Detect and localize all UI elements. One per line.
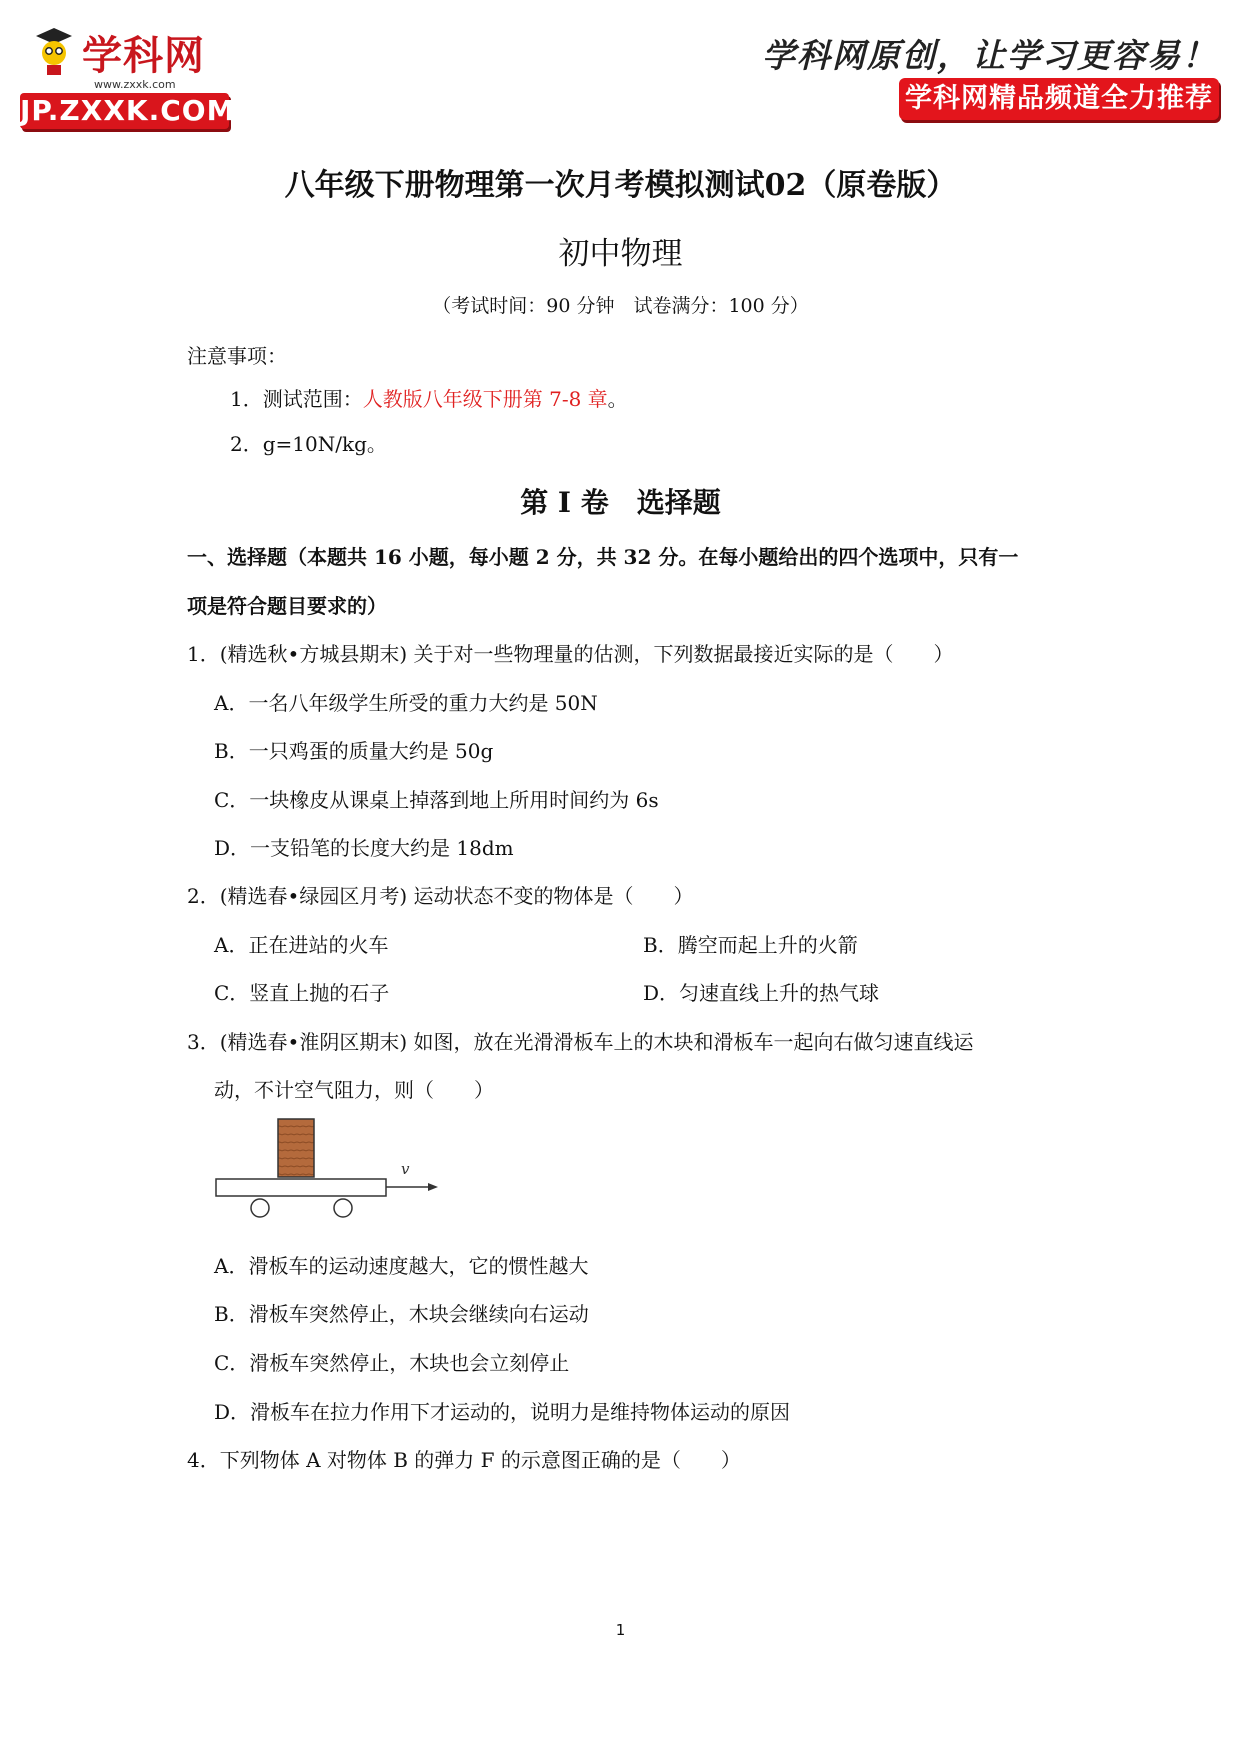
page-number: 1 xyxy=(615,1621,626,1639)
question-3-stem-line1: 3．(精选春•淮阴区期末) 如图，放在光滑滑板车上的木块和滑板车一起向右做匀速直线运 xyxy=(187,1030,974,1054)
subject-title: 初中物理 xyxy=(558,236,683,272)
logo-badge: JP.ZXXK.COM xyxy=(20,94,236,127)
slogan: 学科网原创，让学习更容易！ xyxy=(762,36,1217,75)
velocity-label: v xyxy=(401,1160,410,1178)
question-3-option-b: B．滑板车突然停止，木块会继续向右运动 xyxy=(214,1302,589,1326)
question-1-option-d: D．一支铅笔的长度大约是 18dm xyxy=(214,836,514,860)
notes-item-1 xyxy=(230,383,628,412)
notes-item-1-range: 人教版八年级下册第 7-8 章 xyxy=(362,387,608,411)
question-1-stem: 1．(精选秋•方城县期末) 关于对一些物理量的估测，下列数据最接近实际的是（ ） xyxy=(187,642,954,666)
wheel-right xyxy=(334,1199,352,1217)
question-1-option-c: C．一块橡皮从课桌上掉落到地上所用时间约为 6s xyxy=(214,788,659,812)
wheel-left xyxy=(251,1199,269,1217)
notes-item-1-prefix: 1．测试范围： xyxy=(230,387,363,411)
notes-item-1-suffix: 。 xyxy=(607,387,628,411)
question-2-option-a: A．正在进站的火车 xyxy=(214,933,389,957)
exam-info: （考试时间：90 分钟 试卷满分：100 分） xyxy=(432,295,809,317)
question-2-option-b: B．腾空而起上升的火箭 xyxy=(643,933,858,957)
wood-block xyxy=(278,1119,314,1177)
logo-text: 学科网 xyxy=(82,33,205,79)
skateboard-deck xyxy=(216,1179,386,1196)
question-2-option-c: C．竖直上抛的石子 xyxy=(214,981,390,1005)
question-1-option-a: A．一名八年级学生所受的重力大约是 50N xyxy=(214,691,598,715)
skateboard-figure xyxy=(210,1115,440,1230)
question-3-option-d: D．滑板车在拉力作用下才运动的，说明力是维持物体运动的原因 xyxy=(214,1400,791,1424)
section-title: 第 I 卷 选择题 xyxy=(520,486,721,519)
question-3-stem-line2: 动，不计空气阻力，则（ ） xyxy=(214,1078,494,1102)
recommend-badge: 学科网精品频道全力推荐 xyxy=(899,78,1219,120)
page-title: 八年级下册物理第一次月考模拟测试02（原卷版） xyxy=(284,168,957,203)
part-heading-line2: 项是符合题目要求的） xyxy=(187,594,387,618)
question-3-option-c: C．滑板车突然停止，木块也会立刻停止 xyxy=(214,1351,570,1375)
question-3-option-a: A．滑板车的运动速度越大，它的惯性越大 xyxy=(214,1254,589,1278)
part-heading-line1: 一、选择题（本题共 16 小题，每小题 2 分，共 32 分。在每小题给出的四个选项中，只有一 xyxy=(187,545,1019,569)
notes-heading: 注意事项： xyxy=(187,344,287,368)
zxxk-logo xyxy=(20,20,235,130)
question-2-option-d: D．匀速直线上升的热气球 xyxy=(643,981,880,1005)
question-2-stem: 2．(精选春•绿园区月考) 运动状态不变的物体是（ ） xyxy=(187,884,694,908)
graduate-mascot-icon xyxy=(32,26,76,78)
question-4-stem: 4．下列物体 A 对物体 B 的弹力 F 的示意图正确的是（ ） xyxy=(187,1448,741,1472)
notes-item-2: 2．g=10N/kg。 xyxy=(230,432,387,456)
velocity-arrowhead xyxy=(428,1183,438,1191)
logo-url: www.zxxk.com xyxy=(94,78,176,91)
question-1-option-b: B．一只鸡蛋的质量大约是 50g xyxy=(214,739,494,763)
